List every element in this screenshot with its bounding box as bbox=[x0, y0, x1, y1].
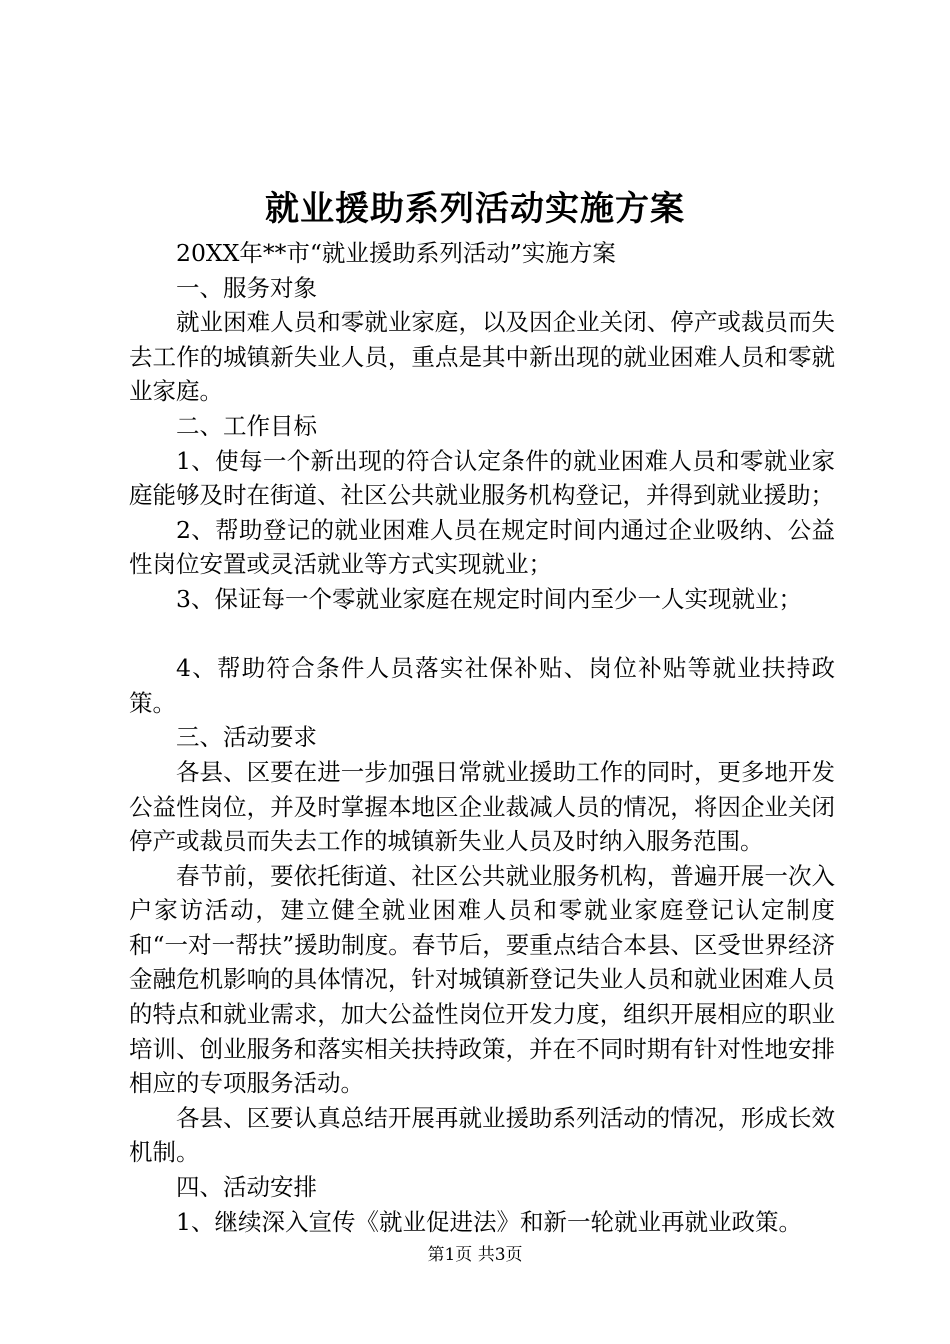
paragraph: 各县、区要认真总结开展再就业援助系列活动的情况，形成长效机制。 bbox=[129, 1103, 835, 1167]
paragraph: 就业困难人员和零就业家庭，以及因企业关闭、停产或裁员而失去工作的城镇新失业人员，重点是其中新出现的就业困难人员和零就业家庭。 bbox=[129, 308, 835, 406]
paragraph: 1、使每一个新出现的符合认定条件的就业困难人员和零就业家庭能够及时在街道、社区公共就业服务机构登记，并得到就业援助； bbox=[129, 446, 835, 510]
paragraph-subtitle: 20XX年**市“就业援助系列活动”实施方案 bbox=[176, 239, 616, 267]
document-title: 就业援助系列活动实施方案 bbox=[265, 189, 685, 229]
paragraph: 2、帮助登记的就业困难人员在规定时间内通过企业吸纳、公益性岗位安置或灵活就业等方式实现就业； bbox=[129, 515, 835, 579]
paragraph: 3、保证每一个零就业家庭在规定时间内至少一人实现就业； bbox=[176, 584, 802, 613]
page-footer: 第1页 共3页 bbox=[427, 1245, 523, 1265]
section-heading-work-goals: 二、工作目标 bbox=[176, 411, 317, 440]
document-body bbox=[129, 236, 835, 1239]
section-heading-service-target: 一、服务对象 bbox=[176, 273, 317, 302]
paragraph: 春节前，要依托街道、社区公共就业服务机构，普遍开展一次入户家访活动，建立健全就业困难人员和零就业家庭登记认定制度和“一对一帮扶”援助制度。春节后，要重点结合本县、区受世界经济金融危机影响的具体情况，针对城镇新登记失业人员和就业困难人员的特点和就业需求，加大公益性岗位开发力度，组织开展相应的职业培训、创业服务和落实相关扶持政策，并在不同时期有针对性地安排相应的专项服务活动。 bbox=[129, 861, 835, 1098]
paragraph: 1、继续深入宣传《就业促进法》和新一轮就业再就业政策。 bbox=[176, 1207, 802, 1236]
paragraph: 各县、区要在进一步加强日常就业援助工作的同时，更多地开发公益性岗位，并及时掌握本地区企业裁减人员的情况，将因企业关闭停产或裁员而失去工作的城镇新失业人员及时纳入服务范围。 bbox=[129, 757, 835, 856]
section-heading-activity-arrangement: 四、活动安排 bbox=[176, 1173, 317, 1202]
paragraph: 4、帮助符合条件人员落实社保补贴、岗位补贴等就业扶持政策。 bbox=[129, 654, 835, 717]
blank-line bbox=[129, 617, 835, 652]
section-heading-activity-requirements: 三、活动要求 bbox=[176, 723, 317, 752]
